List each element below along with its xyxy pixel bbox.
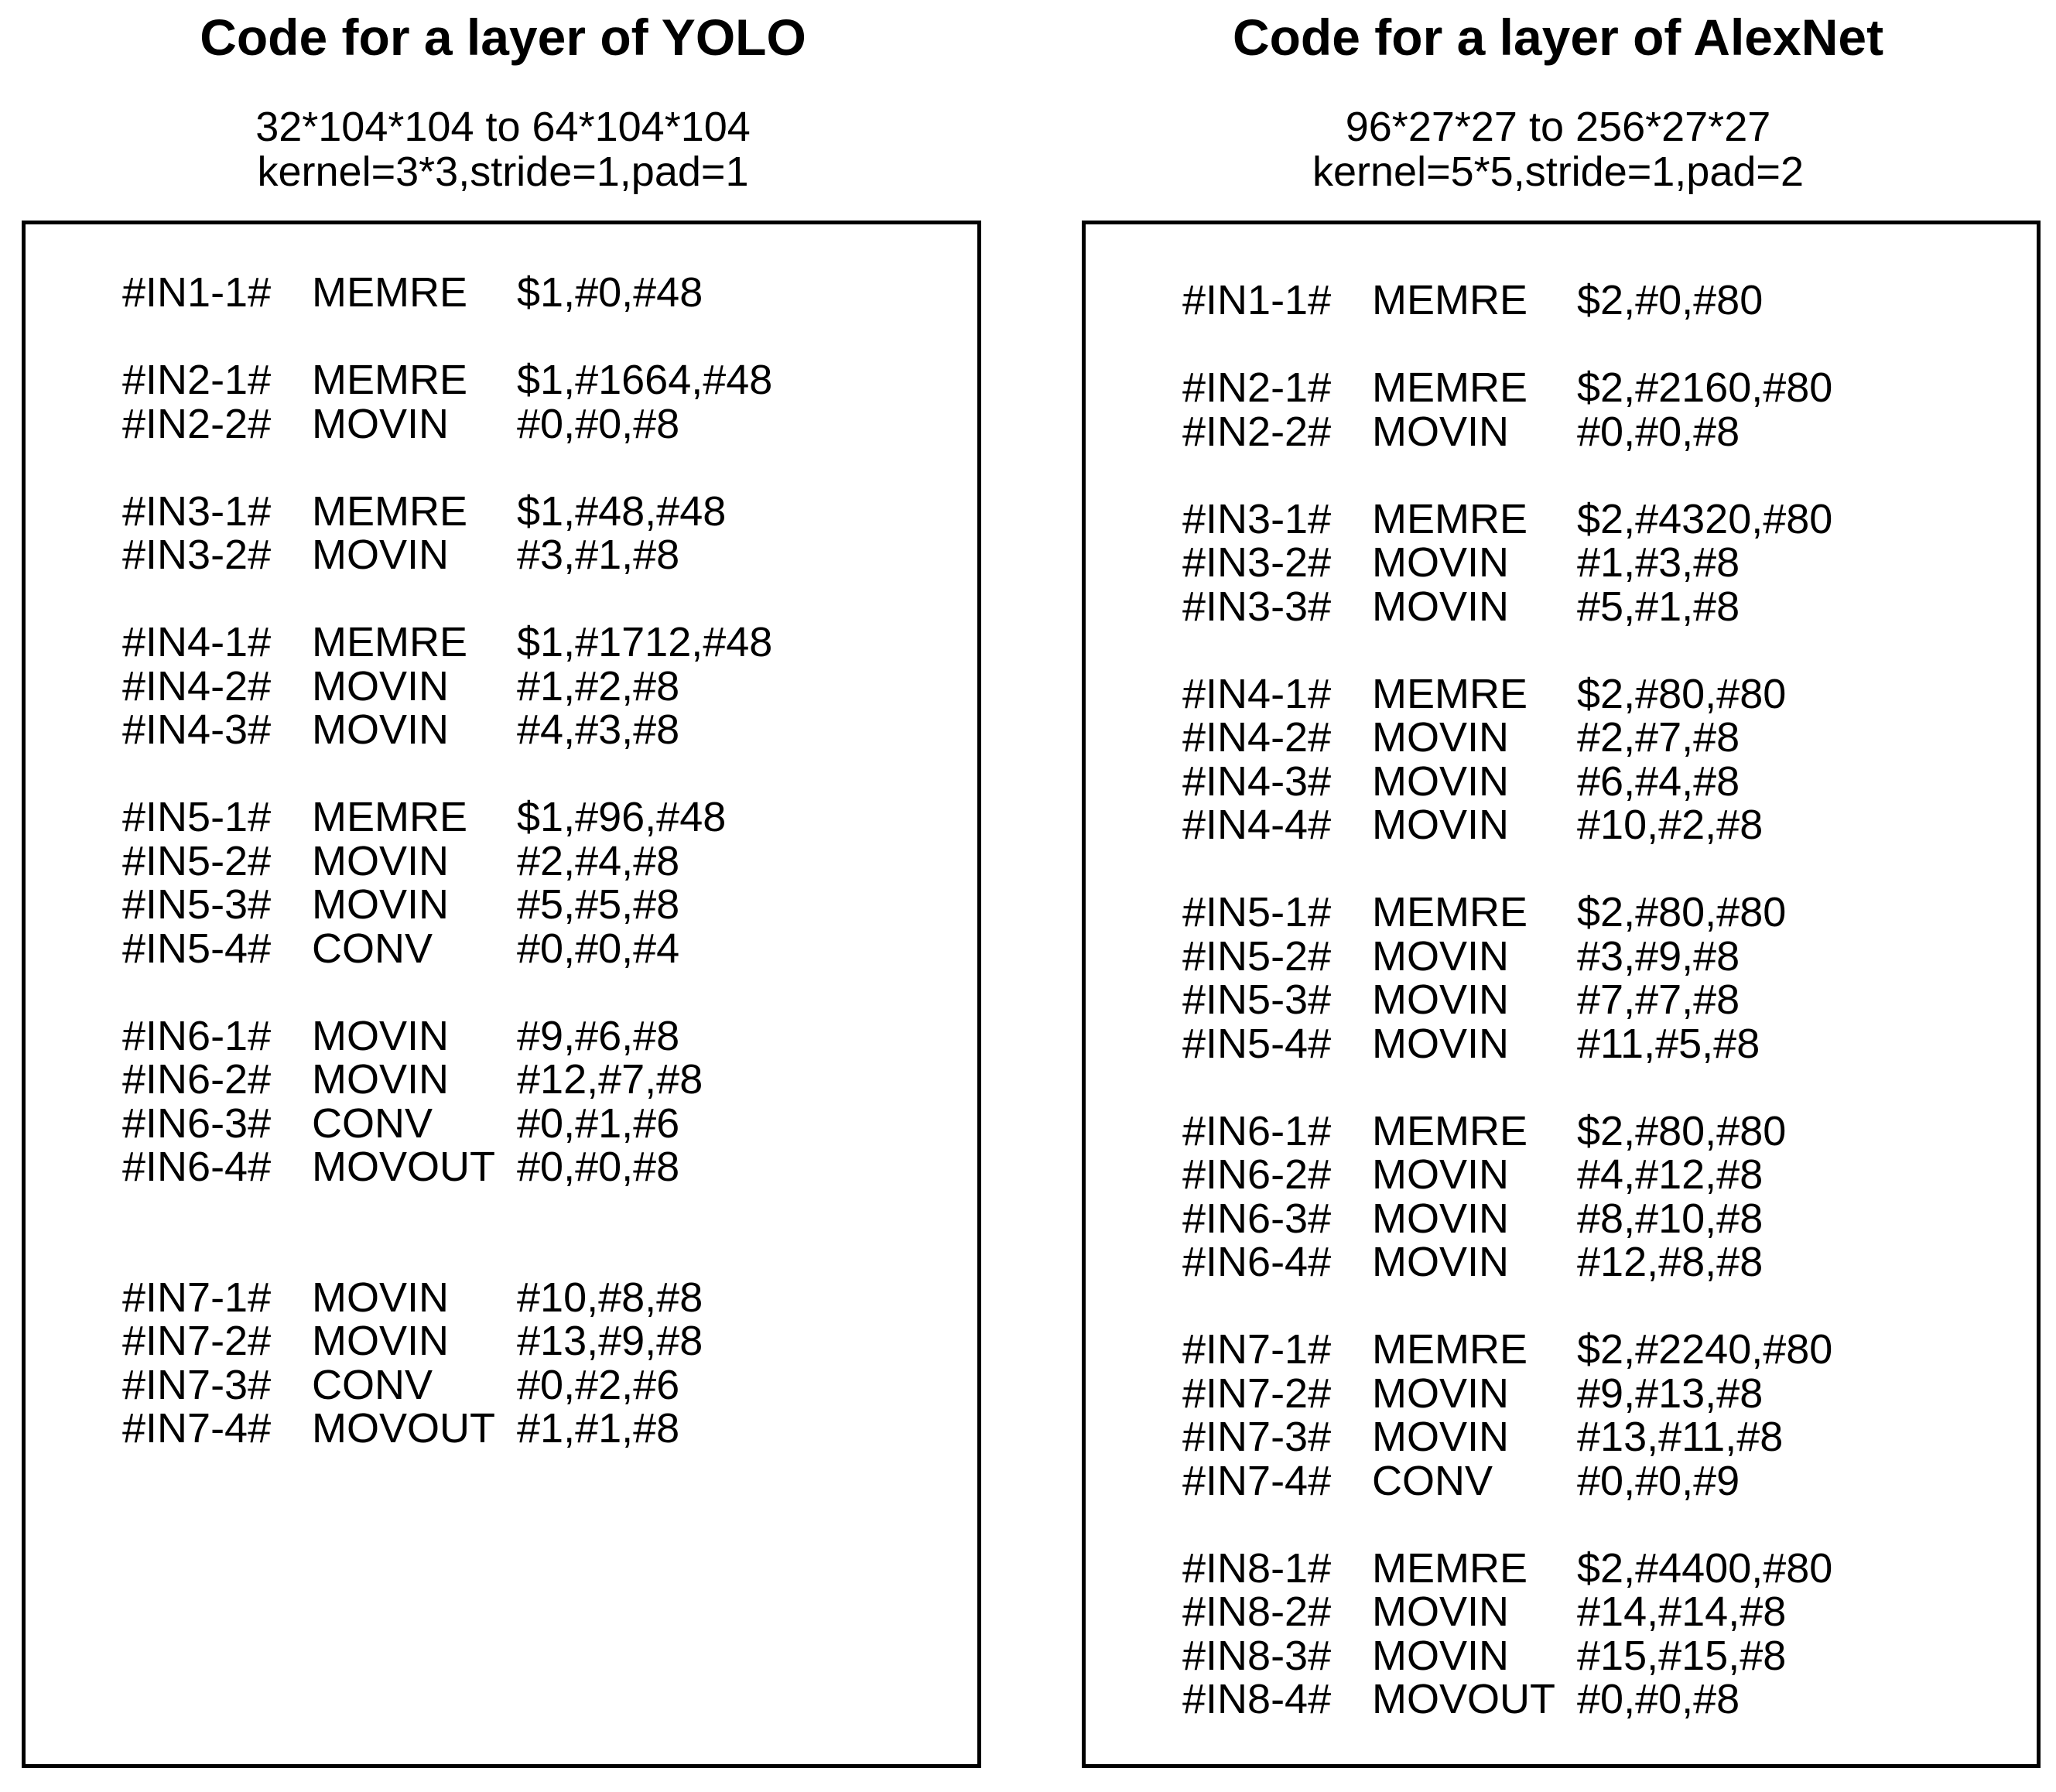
instruction-label: #IN6-4# (1182, 1239, 1332, 1285)
instruction-opcode: CONV (312, 1099, 433, 1147)
instruction-opcode: MOVOUT (312, 1144, 495, 1190)
alexnet-subtitle (1060, 104, 2056, 194)
instruction-label: #IN8-4# (1182, 1676, 1332, 1722)
instruction-label: #IN7-1# (1182, 1326, 1332, 1373)
instruction-operands: $2,#80,#80 (1577, 889, 1787, 935)
instruction-label: #IN6-2# (1182, 1151, 1332, 1198)
instruction-operands: #14,#14,#8 (1577, 1589, 1787, 1635)
instruction-opcode: CONV (1372, 1457, 1493, 1504)
instruction-operands: #5,#5,#8 (517, 881, 680, 928)
yolo-subtitle (0, 104, 1006, 194)
instruction-label: #IN3-1# (1182, 495, 1332, 542)
instruction-operands: #10,#2,#8 (1577, 802, 1764, 848)
instruction-opcode: MOVIN (1372, 757, 1510, 805)
instruction-operands: #15,#15,#8 (1577, 1632, 1787, 1679)
instruction-opcode: MEMRE (1372, 277, 1527, 323)
instruction-label: #IN5-3# (122, 881, 272, 928)
instruction-operands: #2,#4,#8 (517, 837, 680, 884)
instruction-opcode: MEMRE (312, 794, 467, 840)
instruction-operands: $2,#4400,#80 (1577, 1544, 1833, 1592)
instruction-operands: $1,#1664,#48 (517, 357, 773, 403)
instruction-opcode: MOVOUT (312, 1405, 495, 1452)
instruction-opcode: MEMRE (1372, 495, 1527, 542)
instruction-operands: #11,#5,#8 (1577, 1020, 1760, 1067)
instruction-operands: #13,#11,#8 (1577, 1414, 1784, 1460)
instruction-opcode: MEMRE (312, 487, 467, 535)
instruction-operands: $2,#4320,#80 (1577, 495, 1833, 542)
instruction-opcode: MOVIN (312, 1012, 450, 1059)
instruction-operands: #12,#7,#8 (517, 1056, 703, 1103)
instruction-operands: $1,#96,#48 (517, 794, 727, 840)
instruction-label: #IN7-3# (122, 1361, 272, 1408)
instruction-label: #IN7-1# (122, 1274, 272, 1321)
instruction-opcode: CONV (312, 925, 433, 972)
instruction-label: #IN2-2# (1182, 408, 1332, 455)
instruction-opcode: MOVIN (312, 400, 450, 447)
instruction-operands: #1,#2,#8 (517, 662, 680, 710)
instruction-opcode: MEMRE (312, 357, 467, 403)
instruction-operands: #13,#9,#8 (517, 1318, 703, 1364)
instruction-operands: #0,#1,#6 (517, 1099, 680, 1147)
instruction-opcode: MEMRE (1372, 1107, 1527, 1154)
instruction-opcode: MOVIN (1372, 583, 1510, 630)
instruction-opcode: MOVIN (1372, 1195, 1510, 1242)
instruction-opcode: MEMRE (1372, 364, 1527, 411)
instruction-operands: #10,#8,#8 (517, 1274, 703, 1321)
instruction-label: #IN6-1# (122, 1012, 272, 1059)
instruction-label: #IN3-3# (1182, 583, 1332, 630)
instruction-label: #IN7-2# (122, 1318, 272, 1364)
instruction-label: #IN6-2# (122, 1056, 272, 1103)
instruction-opcode: MOVIN (312, 662, 450, 710)
yolo-kernel-params: kernel=3*3,stride=1,pad=1 (257, 149, 749, 195)
instruction-opcode: MOVIN (1372, 1632, 1510, 1679)
instruction-label: #IN5-2# (1182, 932, 1332, 980)
instruction-operands: #0,#0,#8 (1577, 408, 1740, 455)
instruction-operands: $2,#0,#80 (1577, 277, 1764, 323)
instruction-operands: #7,#7,#8 (1577, 976, 1740, 1023)
instruction-operands: #1,#1,#8 (517, 1405, 680, 1452)
instruction-opcode: MOVOUT (1372, 1676, 1555, 1722)
instruction-opcode: MOVIN (1372, 802, 1510, 848)
instruction-label: #IN6-4# (122, 1144, 272, 1190)
instruction-operands: #0,#0,#8 (517, 400, 680, 447)
instruction-opcode: MOVIN (1372, 1239, 1510, 1285)
instruction-label: #IN4-1# (122, 619, 272, 665)
instruction-opcode: MOVIN (1372, 1370, 1510, 1417)
instruction-label: #IN8-1# (1182, 1544, 1332, 1592)
instruction-opcode: MEMRE (1372, 1326, 1527, 1373)
alexnet-dimensions: 96*27*27 to 256*27*27 (1345, 104, 1771, 150)
instruction-opcode: MOVIN (312, 1056, 450, 1103)
instruction-opcode: MOVIN (1372, 408, 1510, 455)
instruction-label: #IN4-3# (1182, 757, 1332, 805)
instruction-label: #IN5-4# (1182, 1020, 1332, 1067)
instruction-operands: #12,#8,#8 (1577, 1239, 1764, 1285)
instruction-operands: $1,#0,#48 (517, 269, 703, 316)
instruction-label: #IN4-1# (1182, 670, 1332, 717)
instruction-opcode: MOVIN (312, 706, 450, 753)
instruction-opcode: MOVIN (1372, 1020, 1510, 1067)
instruction-operands: #0,#0,#4 (517, 925, 680, 972)
instruction-label: #IN7-4# (1182, 1457, 1332, 1504)
instruction-label: #IN7-3# (1182, 1414, 1332, 1460)
instruction-label: #IN5-2# (122, 837, 272, 884)
instruction-label: #IN2-1# (122, 357, 272, 403)
instruction-label: #IN4-2# (1182, 714, 1332, 761)
instruction-opcode: MOVIN (312, 532, 450, 578)
instruction-opcode: MEMRE (312, 619, 467, 665)
instruction-opcode: MOVIN (312, 1318, 450, 1364)
instruction-operands: #3,#9,#8 (1577, 932, 1740, 980)
instruction-label: #IN3-1# (122, 487, 272, 535)
instruction-label: #IN1-1# (1182, 277, 1332, 323)
instruction-label: #IN5-4# (122, 925, 272, 972)
instruction-operands: #0,#2,#6 (517, 1361, 680, 1408)
instruction-opcode: MEMRE (1372, 670, 1527, 717)
instruction-operands: #0,#0,#8 (1577, 1676, 1740, 1722)
instruction-opcode: MEMRE (312, 269, 467, 316)
instruction-opcode: MOVIN (312, 881, 450, 928)
instruction-operands: $2,#2160,#80 (1577, 364, 1833, 411)
yolo-dimensions: 32*104*104 to 64*104*104 (255, 104, 751, 150)
instruction-opcode: MEMRE (1372, 1544, 1527, 1592)
instruction-operands: #5,#1,#8 (1577, 583, 1740, 630)
instruction-label: #IN2-1# (1182, 364, 1332, 411)
instruction-operands: $2,#80,#80 (1577, 1107, 1787, 1154)
instruction-operands: $1,#48,#48 (517, 487, 727, 535)
instruction-operands: #9,#6,#8 (517, 1012, 680, 1059)
instruction-operands: $1,#1712,#48 (517, 619, 773, 665)
yolo-code-box (22, 221, 981, 1768)
instruction-opcode: MOVIN (1372, 1414, 1510, 1460)
instruction-operands: #3,#1,#8 (517, 532, 680, 578)
instruction-opcode: MOVIN (1372, 932, 1510, 980)
instruction-label: #IN1-1# (122, 269, 272, 316)
instruction-label: #IN3-2# (1182, 539, 1332, 586)
instruction-operands: $2,#2240,#80 (1577, 1326, 1833, 1373)
instruction-operands: #0,#0,#9 (1577, 1457, 1740, 1504)
instruction-opcode: MOVIN (312, 837, 450, 884)
instruction-label: #IN5-1# (1182, 889, 1332, 935)
instruction-operands: #2,#7,#8 (1577, 714, 1740, 761)
instruction-label: #IN4-4# (1182, 802, 1332, 848)
instruction-operands: #6,#4,#8 (1577, 757, 1740, 805)
instruction-label: #IN4-2# (122, 662, 272, 710)
instruction-opcode: MOVIN (1372, 1589, 1510, 1635)
alexnet-title: Code for a layer of AlexNet (1232, 9, 1884, 66)
instruction-label: #IN2-2# (122, 400, 272, 447)
instruction-label: #IN3-2# (122, 532, 272, 578)
alexnet-kernel-params: kernel=5*5,stride=1,pad=2 (1312, 149, 1804, 195)
instruction-label: #IN6-1# (1182, 1107, 1332, 1154)
instruction-label: #IN6-3# (122, 1099, 272, 1147)
instruction-opcode: CONV (312, 1361, 433, 1408)
yolo-title: Code for a layer of YOLO (200, 9, 806, 66)
alexnet-code-box (1082, 221, 2041, 1768)
instruction-label: #IN7-2# (1182, 1370, 1332, 1417)
instruction-opcode: MOVIN (312, 1274, 450, 1321)
instruction-label: #IN5-3# (1182, 976, 1332, 1023)
instruction-opcode: MOVIN (1372, 714, 1510, 761)
instruction-operands: #9,#13,#8 (1577, 1370, 1764, 1417)
instruction-opcode: MOVIN (1372, 1151, 1510, 1198)
instruction-operands: #4,#3,#8 (517, 706, 680, 753)
instruction-operands: #8,#10,#8 (1577, 1195, 1764, 1242)
instruction-opcode: MOVIN (1372, 976, 1510, 1023)
instruction-label: #IN4-3# (122, 706, 272, 753)
instruction-operands: #1,#3,#8 (1577, 539, 1740, 586)
instruction-label: #IN7-4# (122, 1405, 272, 1452)
instruction-label: #IN8-2# (1182, 1589, 1332, 1635)
instruction-opcode: MEMRE (1372, 889, 1527, 935)
instruction-operands: #0,#0,#8 (517, 1144, 680, 1190)
instruction-label: #IN8-3# (1182, 1632, 1332, 1679)
instruction-opcode: MOVIN (1372, 539, 1510, 586)
instruction-label: #IN5-1# (122, 794, 272, 840)
instruction-label: #IN6-3# (1182, 1195, 1332, 1242)
instruction-operands: $2,#80,#80 (1577, 670, 1787, 717)
instruction-operands: #4,#12,#8 (1577, 1151, 1764, 1198)
